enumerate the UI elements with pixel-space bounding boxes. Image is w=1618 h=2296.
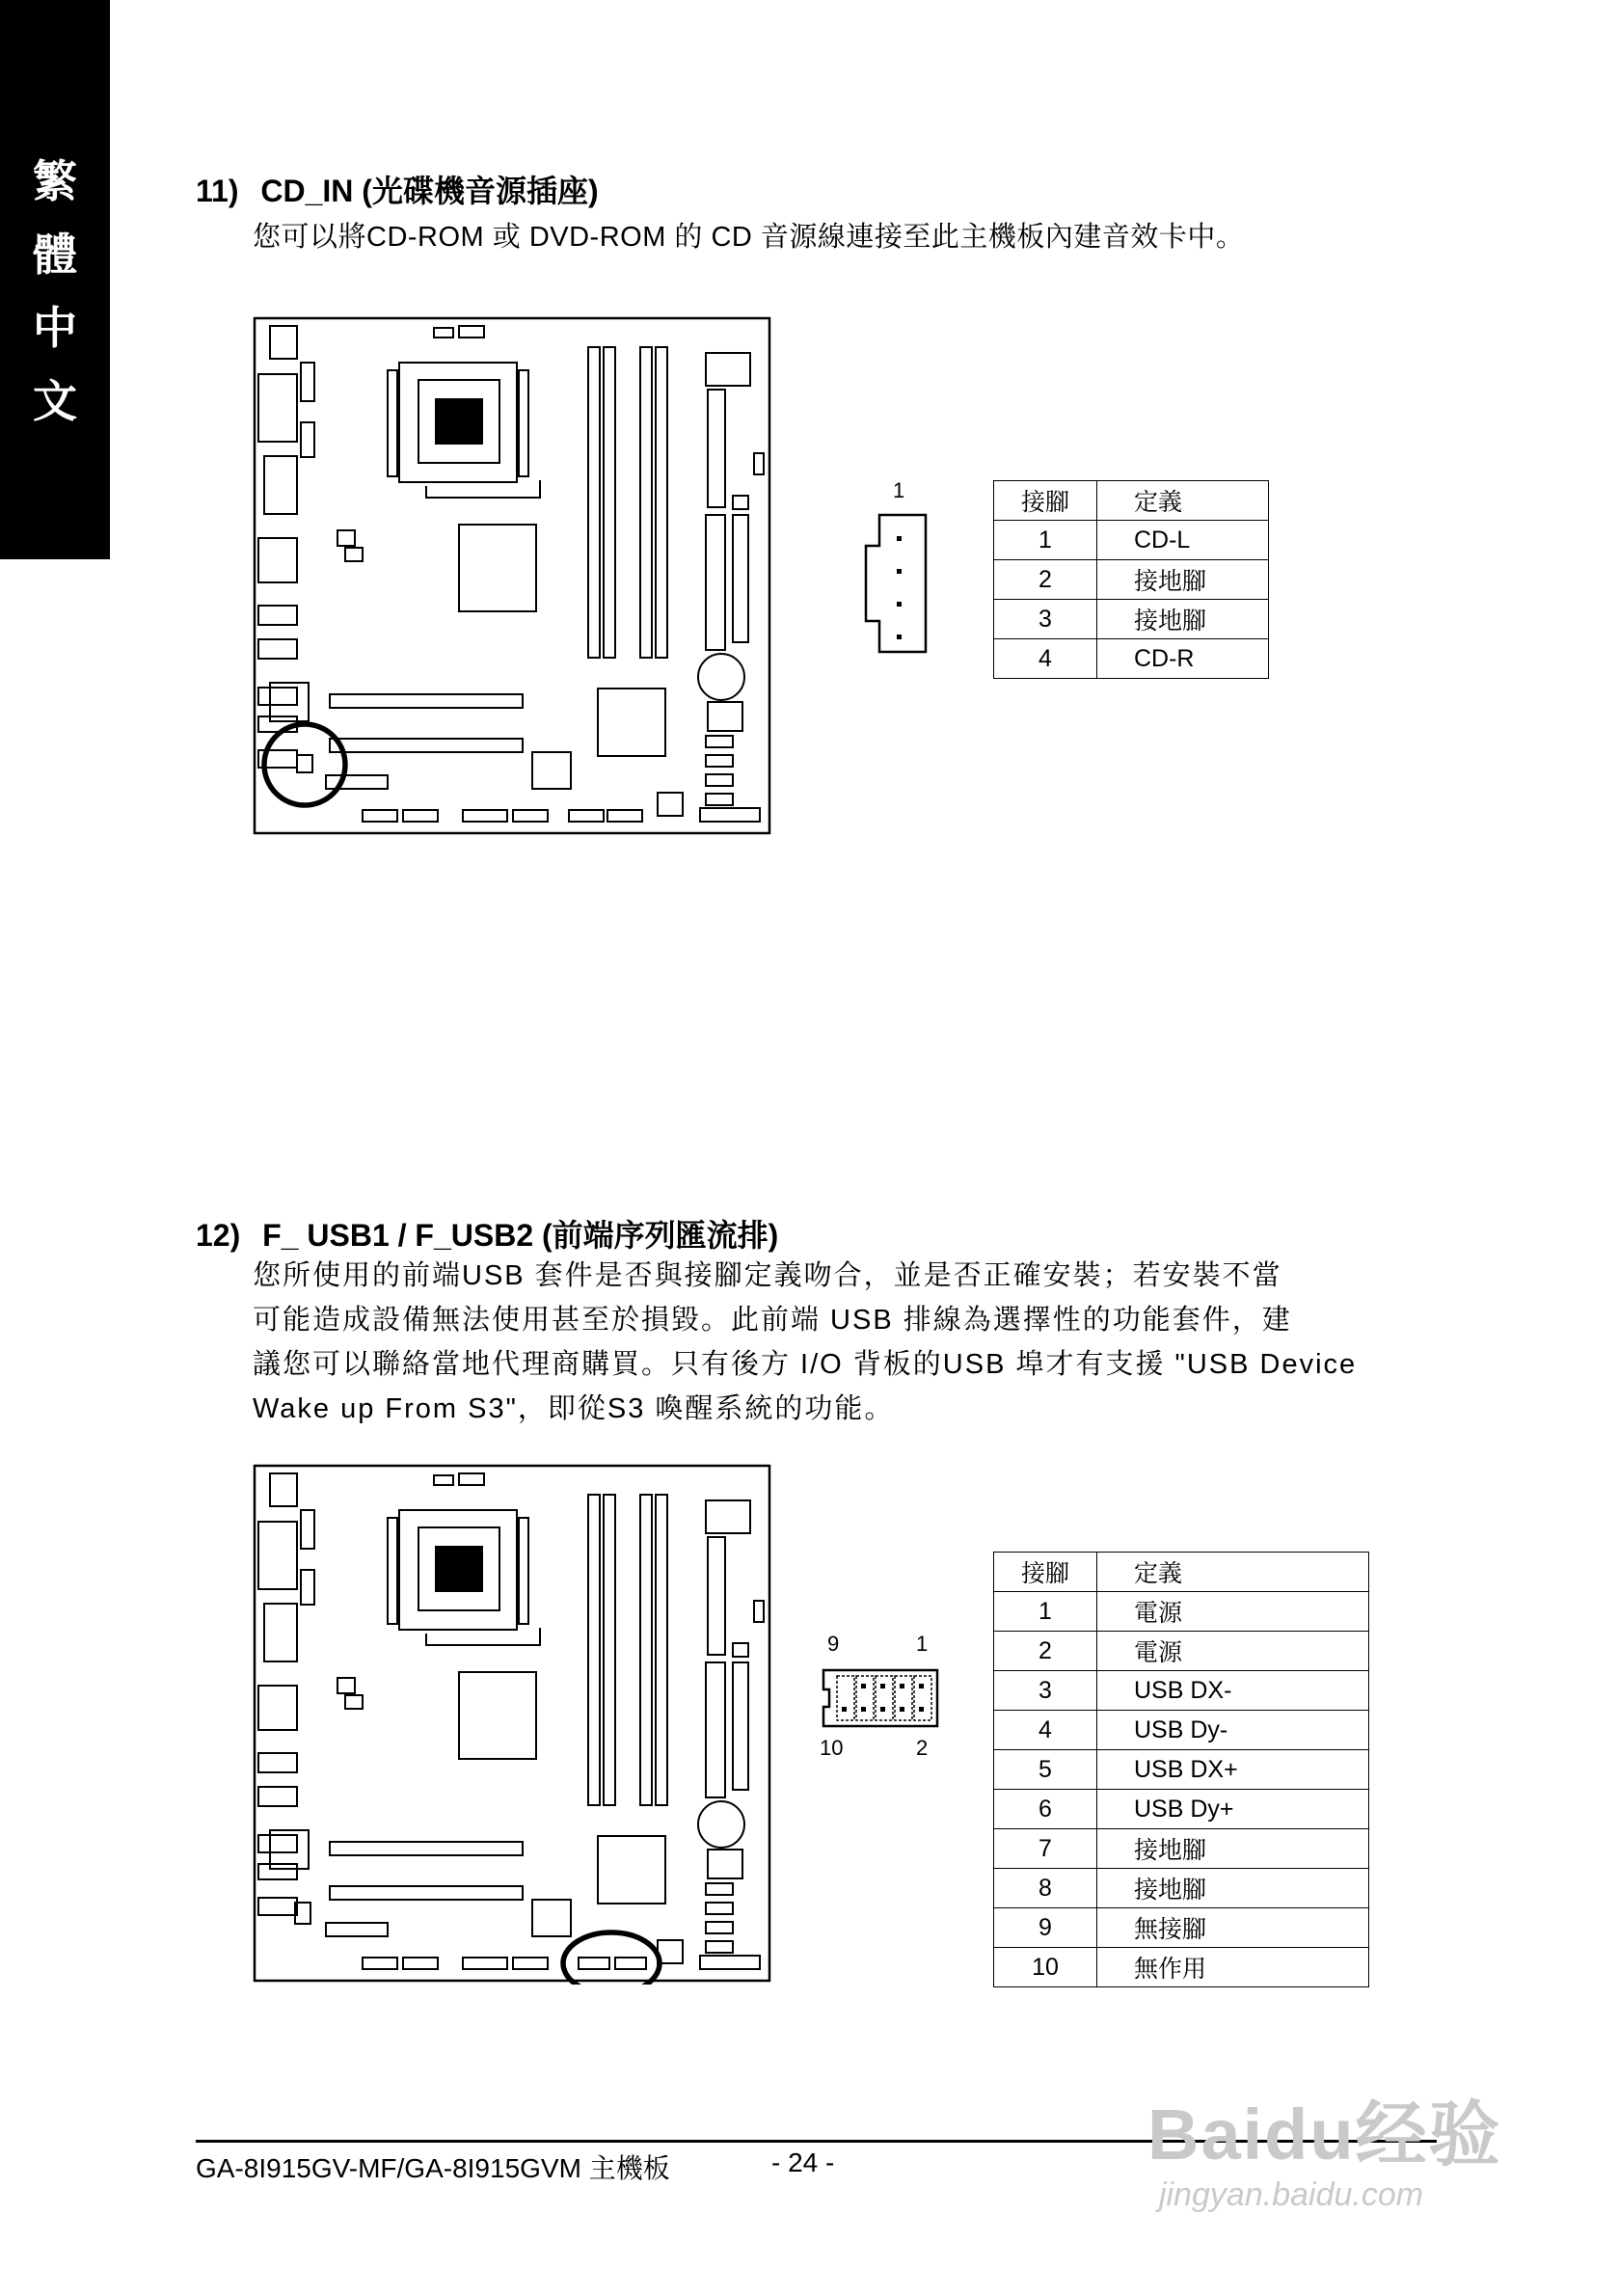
watermark-domain: jingyan.baidu.com bbox=[1159, 2176, 1424, 2213]
pin-number: 4 bbox=[994, 1711, 1097, 1750]
table-row bbox=[994, 639, 1269, 679]
pin-definition: USB DX+ bbox=[1097, 1750, 1369, 1790]
section-heading: F_ USB1 / F_USB2 (前端序列匯流排) bbox=[262, 1218, 779, 1253]
section-body-line: 議您可以聯絡當地代理商購買。只有後方 I/O 背板的USB 埠才有支援 "USB Device bbox=[253, 1349, 1358, 1380]
pin-number: 8 bbox=[994, 1869, 1097, 1908]
side-tab-char: 繁 bbox=[33, 155, 77, 207]
pin-number: 3 bbox=[994, 600, 1097, 639]
table-header-pin: 接腳 bbox=[994, 1553, 1097, 1592]
side-tab-char: 文 bbox=[33, 375, 77, 427]
pin-definition: 接地腳 bbox=[1097, 560, 1269, 600]
pin-definition: 電源 bbox=[1097, 1632, 1369, 1671]
motherboard-diagram-f-usb bbox=[253, 1464, 773, 1985]
footer-page-number: - 24 - bbox=[771, 2147, 835, 2177]
pin-definition: USB DX- bbox=[1097, 1671, 1369, 1711]
table-row bbox=[994, 1869, 1369, 1908]
pin-number: 2 bbox=[994, 1632, 1097, 1671]
pin-definition: 接地腳 bbox=[1097, 1869, 1369, 1908]
pin-label: 9 bbox=[827, 1632, 840, 1656]
side-language-tab bbox=[0, 0, 110, 559]
table-row bbox=[994, 1632, 1369, 1671]
pin-table-f-usb bbox=[993, 1552, 1369, 1987]
pin-number: 2 bbox=[994, 560, 1097, 600]
table-header-definition: 定義 bbox=[1097, 1553, 1369, 1592]
table-row bbox=[994, 1711, 1369, 1750]
section-title-f-usb bbox=[196, 1211, 778, 1256]
table-row bbox=[994, 1750, 1369, 1790]
table-row bbox=[994, 1671, 1369, 1711]
section-body-line: 您可以將CD-ROM 或 DVD-ROM 的 CD 音源線連接至此主機板內建音效卡中。 bbox=[253, 222, 1245, 253]
f-usb-connector-icon bbox=[820, 1666, 941, 1730]
table-header-definition: 定義 bbox=[1097, 481, 1269, 521]
pin-table-cd-in bbox=[993, 480, 1269, 679]
pin-definition: 接地腳 bbox=[1097, 1829, 1369, 1869]
pin-label: 1 bbox=[916, 1632, 929, 1656]
watermark-brand: Baidu经验 bbox=[1147, 2094, 1502, 2174]
pin-number: 4 bbox=[994, 639, 1097, 679]
cd-in-connector-icon bbox=[858, 511, 945, 656]
pin-definition: 無作用 bbox=[1097, 1948, 1369, 1987]
pin-definition: CD-L bbox=[1097, 521, 1269, 560]
pin-definition: 接地腳 bbox=[1097, 600, 1269, 639]
table-row bbox=[994, 1908, 1369, 1948]
pin-label: 2 bbox=[916, 1736, 929, 1760]
pin-number: 3 bbox=[994, 1671, 1097, 1711]
section-number: 11) bbox=[196, 174, 239, 208]
section-number: 12) bbox=[196, 1218, 241, 1253]
pin-definition: USB Dy+ bbox=[1097, 1790, 1369, 1829]
section-title-cd-in bbox=[196, 167, 599, 211]
footer-model: GA-8I915GV-MF/GA-8I915GVM 主機板 bbox=[196, 2153, 670, 2183]
section-body-line: 您所使用的前端USB 套件是否與接腳定義吻合，並是否正確安裝；若安裝不當 bbox=[253, 1260, 1282, 1291]
pin-definition: USB Dy- bbox=[1097, 1711, 1369, 1750]
pin-label: 10 bbox=[820, 1736, 844, 1760]
baidu-watermark bbox=[1147, 2078, 1533, 2232]
section-body-line: 可能造成設備無法使用甚至於損毀。此前端 USB 排線為選擇性的功能套件，建 bbox=[253, 1305, 1292, 1336]
pin-number: 7 bbox=[994, 1829, 1097, 1869]
table-row bbox=[994, 1948, 1369, 1987]
section-body-line: Wake up From S3"，即從S3 喚醒系統的功能。 bbox=[253, 1393, 895, 1424]
side-tab-char: 中 bbox=[33, 302, 77, 354]
pin-number: 1 bbox=[994, 521, 1097, 560]
pin-number: 6 bbox=[994, 1790, 1097, 1829]
table-row bbox=[994, 560, 1269, 600]
table-row bbox=[994, 1829, 1369, 1869]
table-row bbox=[994, 521, 1269, 560]
pin-number: 9 bbox=[994, 1908, 1097, 1948]
pin-number: 5 bbox=[994, 1750, 1097, 1790]
pin-definition: 無接腳 bbox=[1097, 1908, 1369, 1948]
table-header-row bbox=[994, 481, 1269, 521]
table-row bbox=[994, 1790, 1369, 1829]
pin-definition: 電源 bbox=[1097, 1592, 1369, 1632]
motherboard-diagram-cd-in bbox=[253, 316, 773, 837]
section-heading: CD_IN (光碟機音源插座) bbox=[260, 174, 599, 208]
table-header-pin: 接腳 bbox=[994, 481, 1097, 521]
table-header-row bbox=[994, 1553, 1369, 1592]
pin-number: 1 bbox=[994, 1592, 1097, 1632]
side-tab-char: 體 bbox=[33, 229, 77, 281]
pin-label: 1 bbox=[893, 478, 905, 502]
table-row bbox=[994, 1592, 1369, 1632]
section-body-paragraph bbox=[253, 1254, 1439, 1431]
table-row bbox=[994, 600, 1269, 639]
pin-definition: CD-R bbox=[1097, 639, 1269, 679]
pin-number: 10 bbox=[994, 1948, 1097, 1987]
